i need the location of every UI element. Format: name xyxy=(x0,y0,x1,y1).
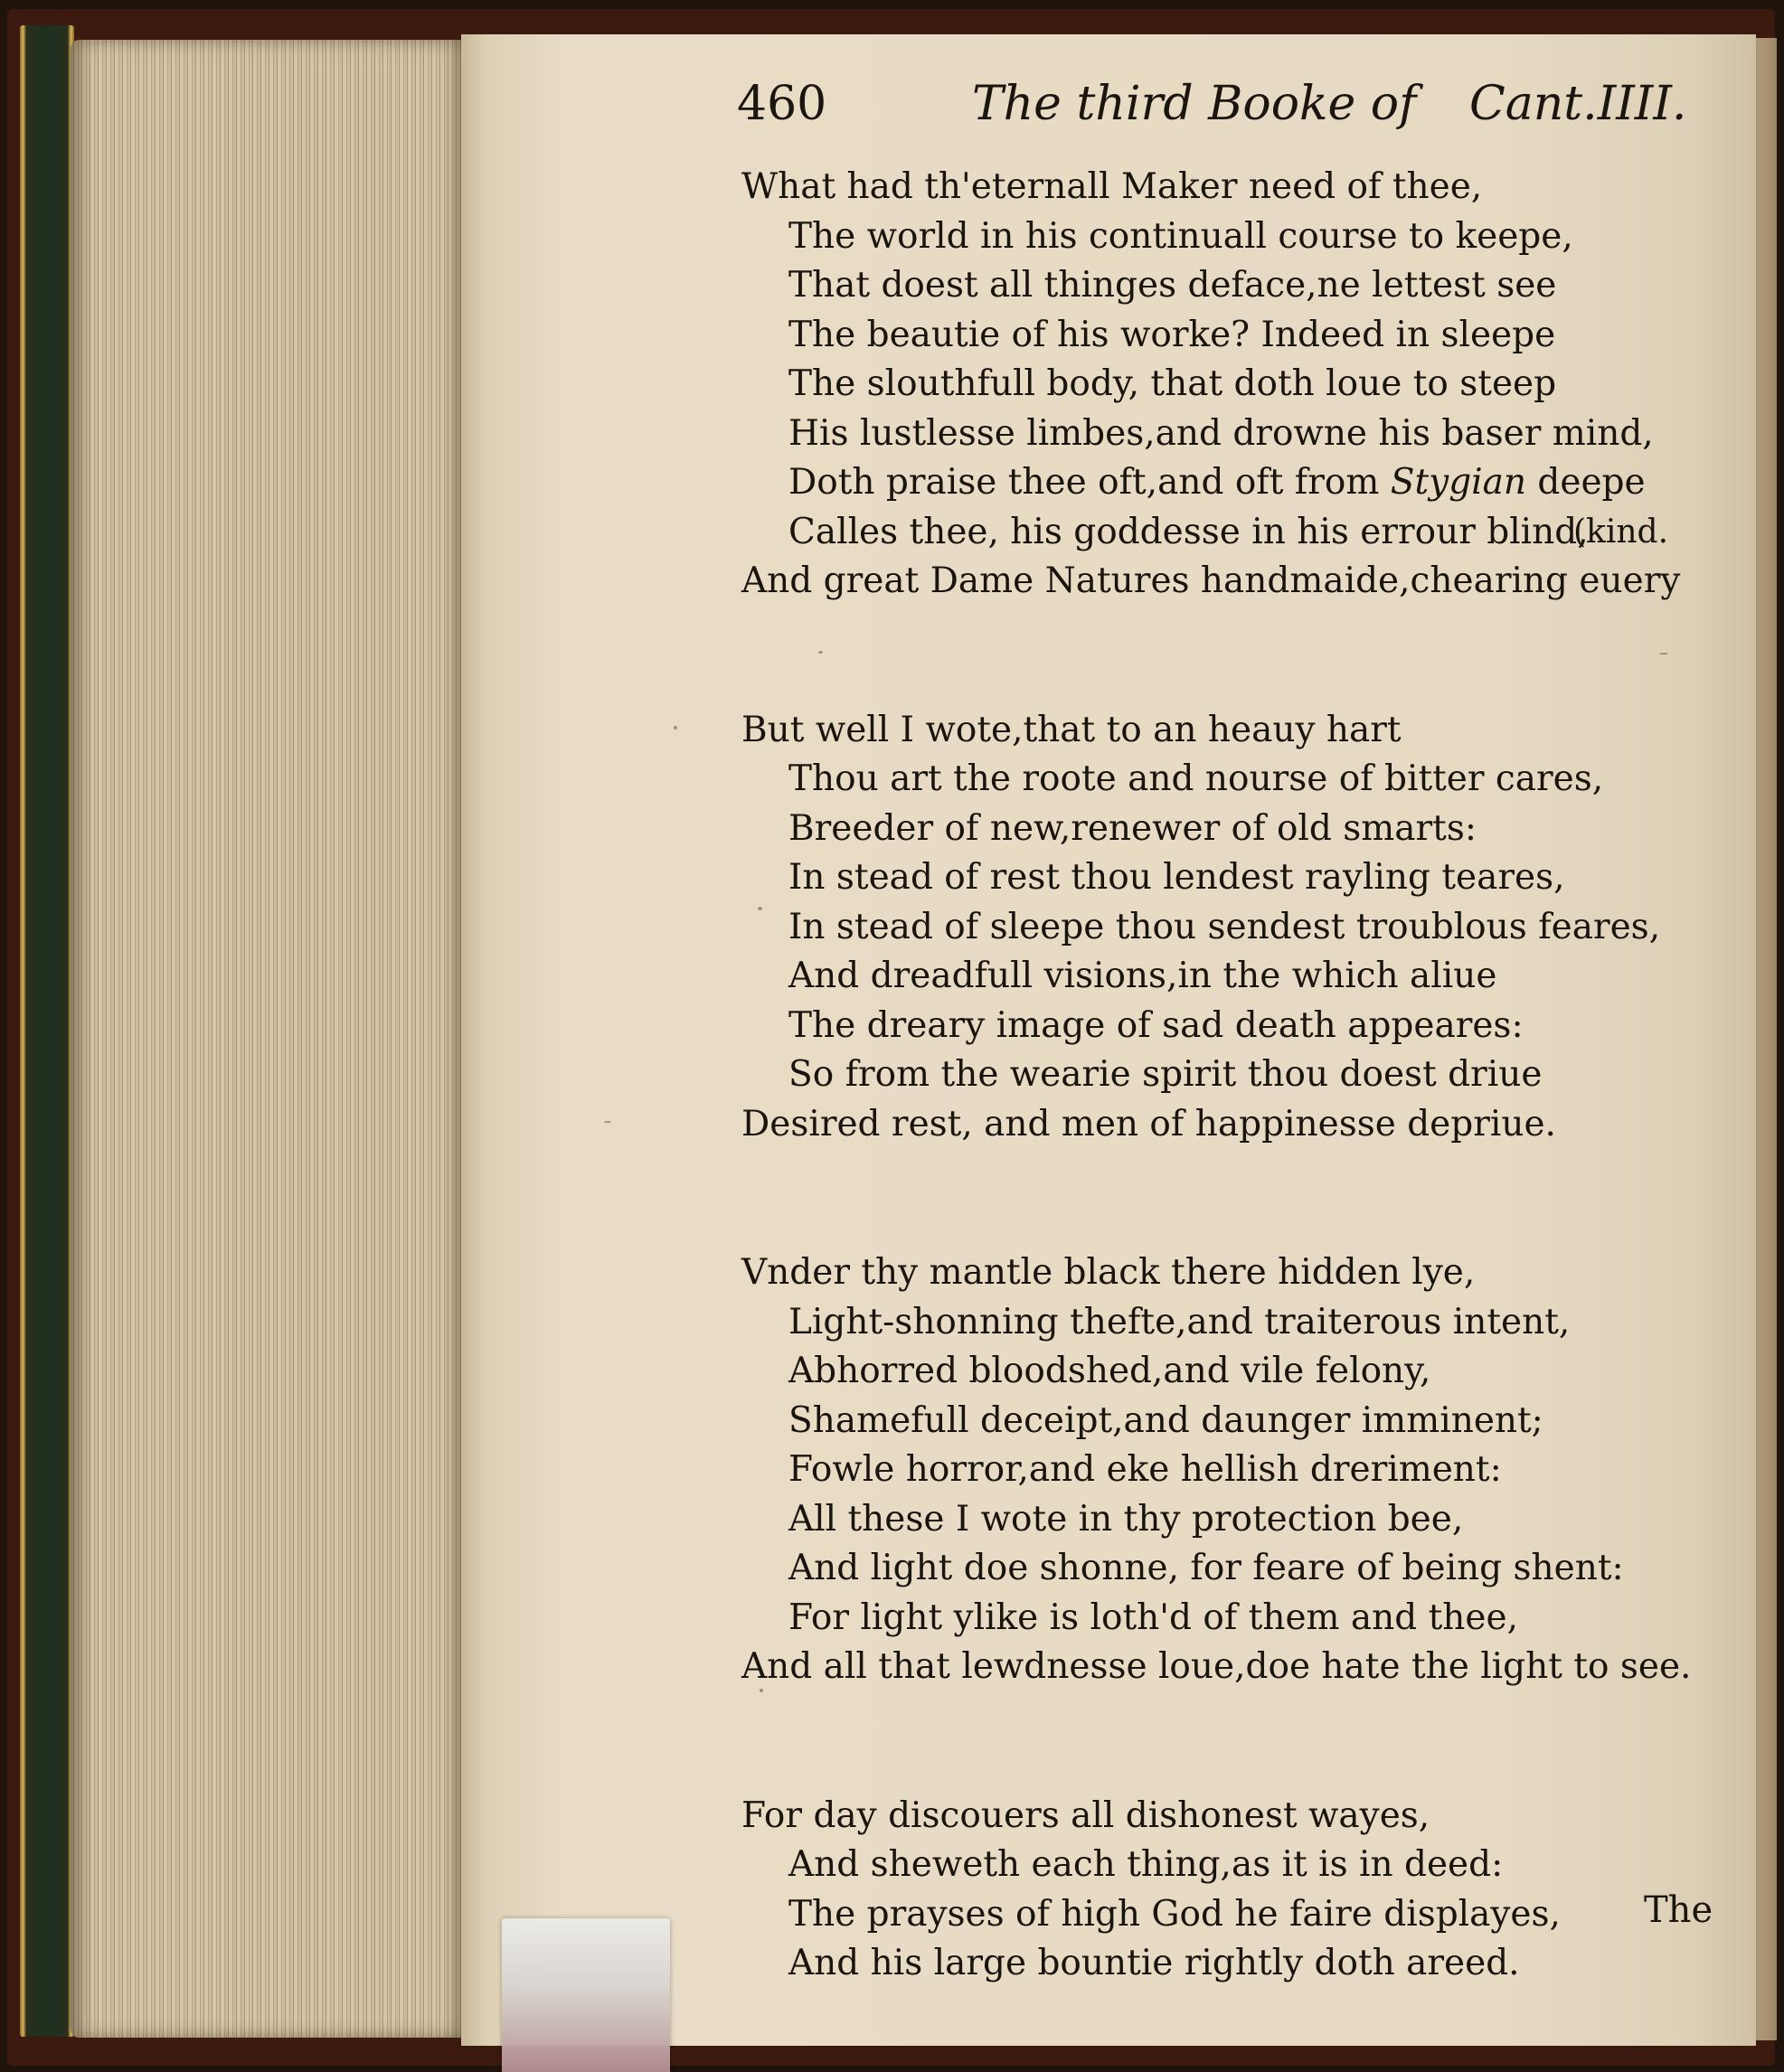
verse-line: And sheweth each thing,as it is in deed: xyxy=(788,1844,1504,1885)
verse-line: And light doe shonne, for feare of being shent: xyxy=(788,1548,1624,1588)
verse-line: Calles thee, his goddesse in his errour blind, xyxy=(788,511,1589,552)
verse-line: Abhorred bloodshed,and vile felony, xyxy=(788,1351,1431,1391)
verse-line: Desired rest, and men of happinesse depriue. xyxy=(741,1103,1556,1144)
gilt-border xyxy=(20,25,74,2037)
verse-line: The world in his continuall course to keepe, xyxy=(788,215,1573,257)
verse-line: For light ylike is loth'd of them and thee, xyxy=(788,1596,1518,1638)
verse-line: In stead of rest thou lendest rayling teares, xyxy=(788,857,1565,898)
page-clip xyxy=(502,1918,670,2072)
stanza-gap xyxy=(741,1149,1736,1248)
verse-text: deepe xyxy=(1526,462,1646,503)
paper-speck xyxy=(818,651,823,654)
page-edges xyxy=(71,40,468,2038)
verse-line: The dreary image of sad death appeares: xyxy=(788,1004,1524,1046)
paper-speck xyxy=(1659,653,1668,655)
paper-speck xyxy=(604,1121,611,1123)
verse-line: His lustlesse limbes,and drowne his baser mind, xyxy=(788,412,1654,454)
verse-line: What had th'eternall Maker need of thee, xyxy=(741,166,1483,207)
verse-line: So from the wearie spirit thou doest driue xyxy=(788,1054,1543,1095)
verse-line: And great Dame Natures handmaide,chearing euery xyxy=(741,560,1681,601)
verse-line xyxy=(741,458,1736,508)
stanza-gap xyxy=(741,1692,1736,1792)
verse-line: Light-shonning thefte,and traiterous intent, xyxy=(788,1301,1571,1342)
verse-line: All these I wote in thy protection bee, xyxy=(788,1498,1464,1540)
turnover-word: (kind. xyxy=(1573,513,1669,551)
verse-line: Thou art the roote and nourse of bitter cares, xyxy=(788,758,1604,799)
stanza-3 xyxy=(741,1248,1736,1692)
verse-line: The slouthfull body, that doth loue to steep xyxy=(788,363,1557,404)
verse-line: In stead of sleepe thou sendest troublous feares, xyxy=(788,906,1661,947)
paper-speck xyxy=(760,1689,763,1692)
verse-line: The beautie of his worke? Indeed in sleepe xyxy=(788,314,1556,355)
verse-line: Vnder thy mantle black there hidden lye, xyxy=(741,1252,1476,1293)
italic-word: Stygian xyxy=(1390,462,1526,503)
verse-line: For day discouers all dishonest wayes, xyxy=(741,1794,1430,1836)
verse-line: The prayses of high God he faire displayes, xyxy=(788,1893,1561,1935)
verse-line: But well I wote,that to an heauy hart xyxy=(741,709,1402,750)
verse-line: Fowle horror,and eke hellish dreriment: xyxy=(788,1449,1502,1490)
page-number: 460 xyxy=(737,77,827,131)
canto-label: Cant.IIII. xyxy=(1469,77,1687,131)
running-title: The third Booke of xyxy=(972,77,1417,131)
verse-line: And his large bountie rightly doth areed. xyxy=(788,1943,1520,1983)
stanza-2 xyxy=(741,706,1736,1150)
catchword: The xyxy=(1644,1889,1713,1931)
poem-text xyxy=(741,163,1736,1989)
verse-line: And all that lewdnesse loue,doe hate the light to see. xyxy=(741,1646,1692,1687)
paper-speck xyxy=(758,907,762,910)
stanza-gap xyxy=(741,607,1736,706)
verse-text: Doth praise thee oft,and oft from xyxy=(788,462,1380,503)
verse-line: Shamefull deceipt,and daunger imminent; xyxy=(788,1399,1543,1441)
verse-line: Breeder of new,renewer of old smarts: xyxy=(788,807,1477,849)
stanza-4 xyxy=(741,1792,1736,1989)
verse-line: And dreadfull visions,in the which aliue xyxy=(788,956,1497,996)
paper-speck xyxy=(674,726,677,730)
verse-line: That doest all thinges deface,ne lettest see xyxy=(788,265,1557,306)
